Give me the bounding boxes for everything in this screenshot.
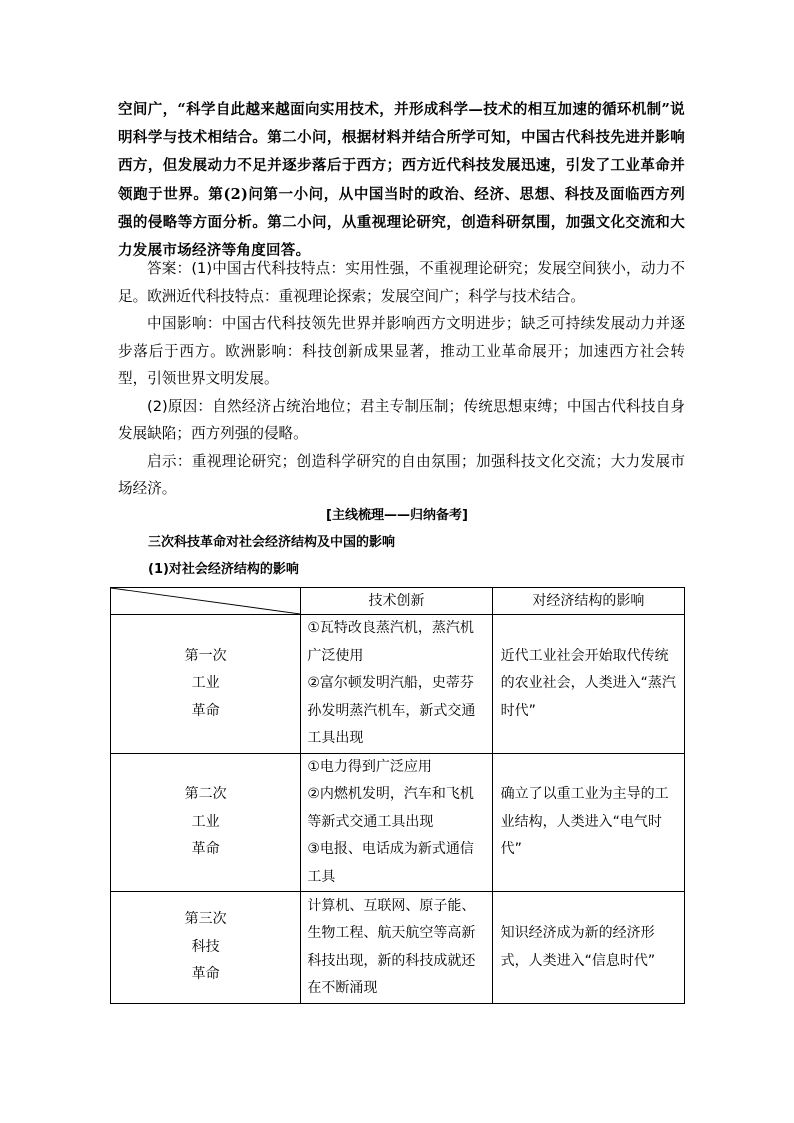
answer-section xyxy=(118,255,685,503)
answer-enlightenment: 启示：重视理论研究；创造科学研究的自由氛围；加强科技文化交流；大力发展市场经济。 xyxy=(118,452,685,497)
row-name-second: 第二次 工业 革命 xyxy=(111,753,301,892)
answer-part1: 答案：(1)中国古代科技特点：实用性强，不重视理论研究；发展空间狭小，动力不足。欧洲近代科技特点：重视理论探索；发展空间广；科学与技术结合。 xyxy=(118,260,685,305)
analysis-paragraph: 空间广，“科学自此越来越面向实用技术，并形成科学—技术的相互加速的循环机制”说明科学与技术相结合。第二小问，根据材料并结合所学可知，中国古代科技先进并影响西方，但发展动力不足并逐步落后于西方；西方近代科技发展迅速，引发了工业革命并领跑于世界。第(2)问第一小问，从中国当时的政治、经济、思想、科技及面临西方列强的侵略等方面分析。第二小问，从重视理论研究，创造科研氛围，加强文化交流和大力发展市场经济等角度回答。 xyxy=(118,101,685,260)
row-name-first: 第一次 工业 革命 xyxy=(111,615,301,754)
revolution-table xyxy=(110,587,685,1004)
section-heading: [主线梳理——归纳备考] xyxy=(326,508,468,523)
tech-cell: ①瓦特改良蒸汽机，蒸汽机广泛使用 ②富尔顿发明汽船，史蒂芬孙发明蒸汽机车，新式交通工具出现 xyxy=(301,615,492,754)
diagonal-header-cell xyxy=(111,588,301,615)
table-row xyxy=(111,753,685,892)
impact-cell: 确立了以重工业为主导的工业结构，人类进入“电气时代” xyxy=(492,753,684,892)
diagonal-line xyxy=(111,588,300,614)
tech-cell: 计算机、互联网、原子能、生物工程、航天航空等高新科技出现，新的科技成就还在不断涌现 xyxy=(301,892,492,1004)
subtitle-sub: (1)对社会经济结构的影响 xyxy=(148,562,299,577)
table-row xyxy=(111,892,685,1004)
answer-china-europe-impact: 中国影响：中国古代科技领先世界并影响西方文明进步；缺乏可持续发展动力并逐步落后于西方。欧洲影响：科技创新成果显著，推动工业革命展开；加速西方社会转型，引领世界文明发展。 xyxy=(118,315,685,387)
impact-cell: 知识经济成为新的经济形式，人类进入“信息时代” xyxy=(492,892,684,1004)
header-tech-innovation: 技术创新 xyxy=(301,588,492,615)
impact-cell: 近代工业社会开始取代传统的农业社会，人类进入“蒸汽时代” xyxy=(492,615,684,754)
row-name-third: 第三次 科技 革命 xyxy=(111,892,301,1004)
table-row xyxy=(111,615,685,754)
header-economic-impact: 对经济结构的影响 xyxy=(492,588,684,615)
tech-cell: ①电力得到广泛应用 ②内燃机发明，汽车和飞机等新式交通工具出现 ③电报、电话成为新式通信工具 xyxy=(301,753,492,892)
table-header-row xyxy=(111,588,685,615)
subtitle-main: 三次科技革命对社会经济结构及中国的影响 xyxy=(148,535,396,550)
answer-part2-reasons: (2)原因：自然经济占统治地位；君主专制压制；传统思想束缚；中国古代科技自身发展缺陷；西方列强的侵略。 xyxy=(118,397,685,442)
